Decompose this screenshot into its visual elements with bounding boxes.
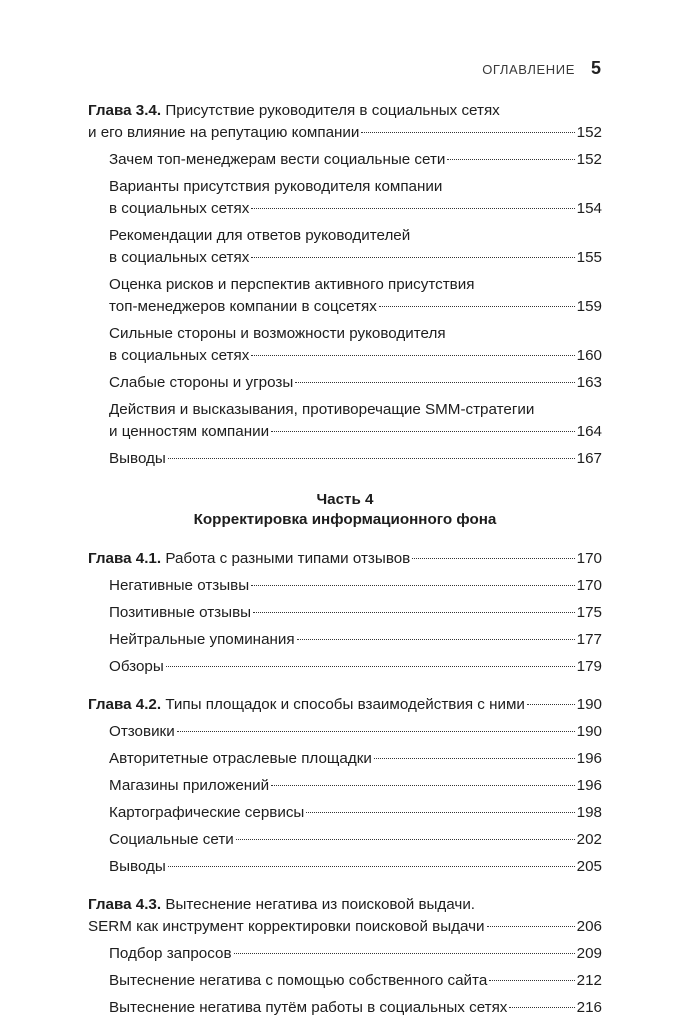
page-ref: 152 (576, 124, 602, 141)
dot-leader (412, 558, 574, 559)
page-ref: 209 (576, 945, 602, 962)
page-ref: 179 (576, 658, 602, 675)
page-ref: 167 (576, 450, 602, 467)
dot-leader (251, 585, 575, 586)
page-ref: 170 (576, 577, 602, 594)
section-title-line2: топ-менеджеров компании в соцсетях (109, 298, 377, 315)
page-ref: 159 (576, 298, 602, 315)
page-ref: 154 (576, 200, 602, 217)
section-title: Магазины приложений (109, 777, 270, 794)
part-heading (88, 490, 602, 530)
chapter-label: Глава 4.3. (88, 896, 162, 913)
toc-chapter-4-1[interactable] (88, 548, 602, 570)
toc-section[interactable] (88, 802, 602, 824)
part-title: Корректировка информационного фона (193, 511, 497, 528)
section-title: Обзоры (109, 658, 164, 675)
toc-section[interactable] (88, 997, 602, 1019)
chapter-title: Работа с разными типами отзывов (165, 550, 411, 567)
page-ref: 190 (576, 696, 602, 713)
part-number: Часть 4 (316, 491, 374, 508)
section-title-line1: Рекомендации для ответов руководителей (109, 227, 411, 244)
section-title-line2: в социальных сетях (109, 249, 250, 266)
section-title: Негативные отзывы (109, 577, 250, 594)
dot-leader (168, 458, 575, 459)
page-ref: 152 (576, 151, 602, 168)
section-title-line1: Сильные стороны и возможности руководителя (109, 325, 446, 342)
chapter-label: Глава 4.2. (88, 696, 162, 713)
toc-chapter-4-3[interactable] (88, 894, 602, 938)
dot-leader (271, 785, 575, 786)
page-ref: 196 (576, 750, 602, 767)
toc-section[interactable] (88, 656, 602, 678)
chapter-title-line2: SERM как инструмент корректировки поисковой выдачи (88, 918, 485, 935)
dot-leader (251, 355, 574, 356)
section-title: Вытеснение негатива путём работы в социальных сетях (109, 999, 508, 1016)
section-title-line1: Варианты присутствия руководителя компании (109, 178, 443, 195)
section-title: Социальные сети (109, 831, 234, 848)
toc-section[interactable] (88, 748, 602, 770)
toc-section[interactable] (88, 399, 602, 443)
section-title-line1: Действия и высказывания, противоречащие SMM-стратегии (109, 401, 535, 418)
section-title-line2: и ценностям компании (109, 423, 270, 440)
page-ref: 160 (576, 347, 602, 364)
toc-section[interactable] (88, 575, 602, 597)
toc-section[interactable] (88, 176, 602, 220)
toc-section[interactable] (88, 721, 602, 743)
chapter-title-line1: Вытеснение негатива из поисковой выдачи. (165, 896, 476, 913)
section-title-line2: в социальных сетях (109, 200, 250, 217)
page-number: 5 (590, 58, 601, 78)
toc-section[interactable] (88, 274, 602, 318)
dot-leader (253, 612, 575, 613)
section-title: Слабые стороны и угрозы (109, 374, 294, 391)
section-title: Подбор запросов (109, 945, 232, 962)
dot-leader (306, 812, 574, 813)
page-ref: 206 (576, 918, 602, 935)
section-title: Выводы (109, 858, 166, 875)
page-ref: 170 (576, 550, 602, 567)
page-ref: 190 (576, 723, 602, 740)
running-header-title: ОГЛАВЛЕНИЕ (482, 62, 575, 77)
dot-leader (168, 866, 575, 867)
chapter-title-line2: и его влияние на репутацию компании (88, 124, 360, 141)
page-ref: 177 (576, 631, 602, 648)
dot-leader (374, 758, 575, 759)
toc-section[interactable] (88, 448, 602, 470)
section-title: Авторитетные отраслевые площадки (109, 750, 372, 767)
toc-section[interactable] (88, 629, 602, 651)
section-title: Выводы (109, 450, 166, 467)
dot-leader (447, 159, 574, 160)
chapter-label: Глава 3.4. (88, 102, 162, 119)
dot-leader (509, 1007, 574, 1008)
table-of-contents (88, 100, 602, 1019)
toc-section[interactable] (88, 602, 602, 624)
page-ref: 205 (576, 858, 602, 875)
page-ref: 198 (576, 804, 602, 821)
toc-chapter-3-4[interactable] (88, 100, 602, 144)
chapter-title-line1: Присутствие руководителя в социальных сетях (165, 102, 500, 119)
section-title: Картографические сервисы (109, 804, 305, 821)
section-title: Нейтральные упоминания (109, 631, 295, 648)
chapter-label: Глава 4.1. (88, 550, 162, 567)
dot-leader (177, 731, 575, 732)
toc-section[interactable] (88, 856, 602, 878)
section-title: Вытеснение негатива с помощью собственного сайта (109, 972, 488, 989)
dot-leader (271, 431, 575, 432)
dot-leader (361, 132, 574, 133)
toc-section[interactable] (88, 323, 602, 367)
dot-leader (251, 257, 574, 258)
page-ref: 216 (576, 999, 602, 1016)
toc-chapter-4-2[interactable] (88, 694, 602, 716)
section-title-line1: Оценка рисков и перспектив активного присутствия (109, 276, 475, 293)
dot-leader (379, 306, 575, 307)
page-ref: 163 (576, 374, 602, 391)
section-title: Зачем топ-менеджерам вести социальные сети (109, 151, 446, 168)
dot-leader (527, 704, 575, 705)
dot-leader (251, 208, 574, 209)
toc-section[interactable] (88, 372, 602, 394)
section-title-line2: в социальных сетях (109, 347, 250, 364)
toc-section[interactable] (88, 149, 602, 171)
dot-leader (236, 839, 575, 840)
toc-section[interactable] (88, 943, 602, 965)
page-ref: 155 (576, 249, 602, 266)
chapter-title: Типы площадок и способы взаимодействия с ними (165, 696, 525, 713)
page-ref: 202 (576, 831, 602, 848)
dot-leader (295, 382, 574, 383)
dot-leader (297, 639, 575, 640)
dot-leader (489, 980, 574, 981)
page-header (0, 58, 601, 79)
page-ref: 212 (576, 972, 602, 989)
dot-leader (166, 666, 575, 667)
dot-leader (487, 926, 575, 927)
toc-section[interactable] (88, 829, 602, 851)
dot-leader (234, 953, 575, 954)
toc-section[interactable] (88, 970, 602, 992)
section-title: Отзовики (109, 723, 175, 740)
toc-section[interactable] (88, 775, 602, 797)
page-ref: 175 (576, 604, 602, 621)
page-ref: 164 (576, 423, 602, 440)
toc-section[interactable] (88, 225, 602, 269)
page-ref: 196 (576, 777, 602, 794)
section-title: Позитивные отзывы (109, 604, 252, 621)
